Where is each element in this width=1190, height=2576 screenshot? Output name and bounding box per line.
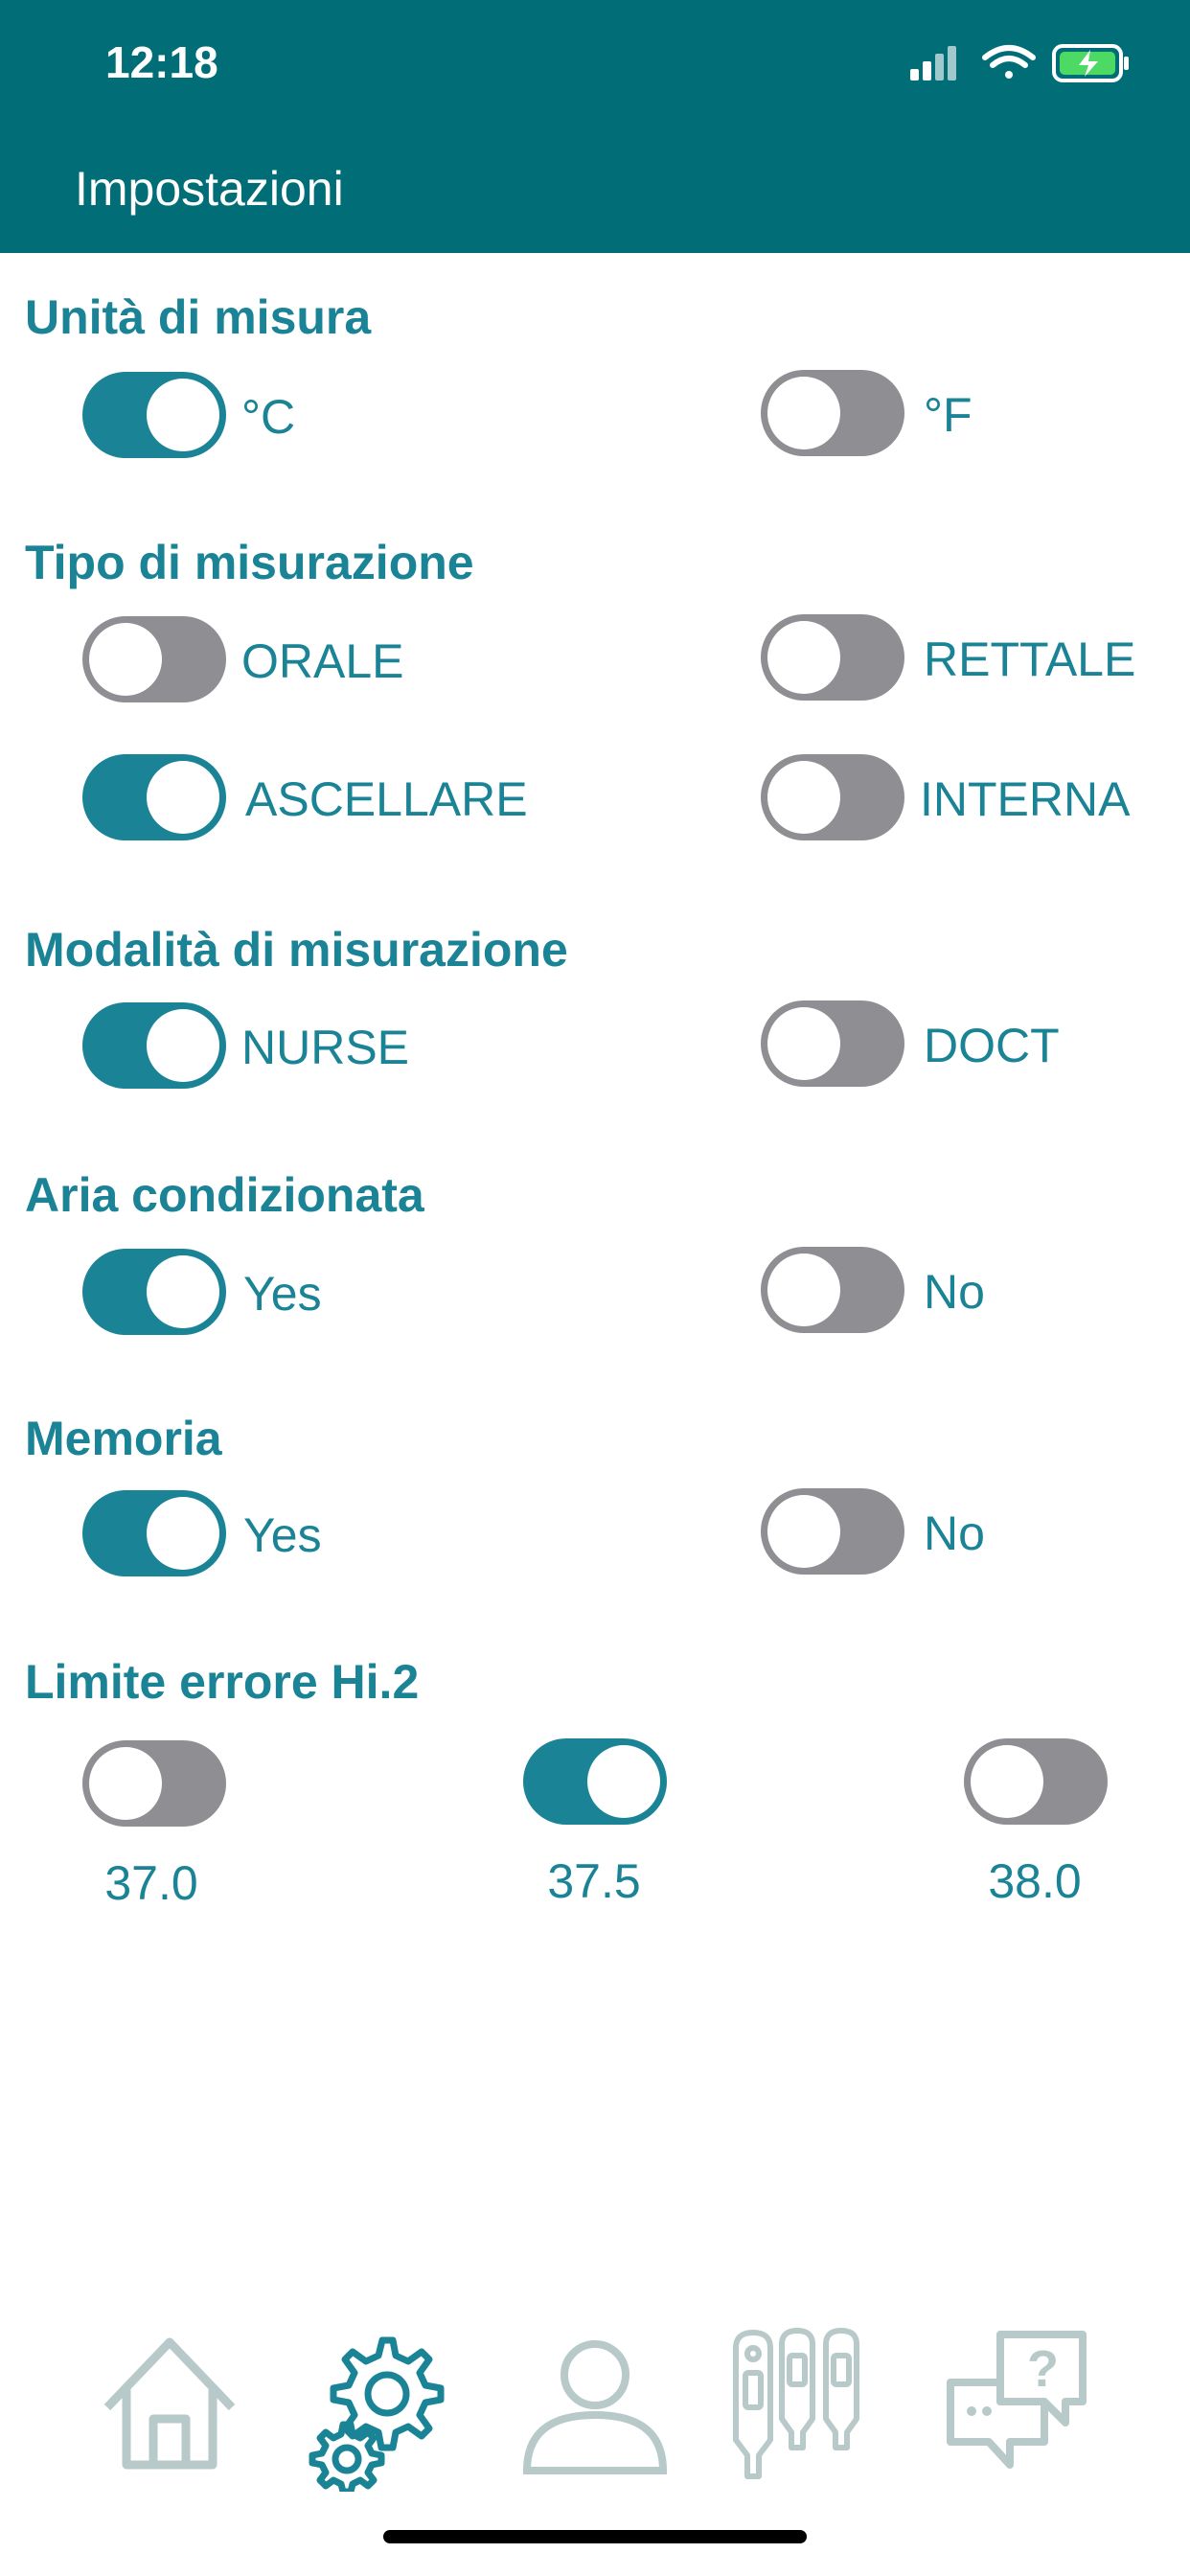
home-icon: [88, 2319, 251, 2492]
tab-home[interactable]: [88, 2319, 251, 2492]
toggle-knob: [147, 379, 219, 451]
label-celsius: °C: [241, 390, 296, 444]
label-ac-no: No: [924, 1265, 985, 1319]
toggle-knob: [767, 1254, 840, 1326]
status-time: 12:18: [105, 37, 218, 87]
page-title: Impostazioni: [75, 162, 344, 216]
label-memory-no: No: [924, 1506, 985, 1560]
label-ac-yes: Yes: [243, 1267, 322, 1321]
gear-icon: [301, 2319, 464, 2492]
tab-thermometers[interactable]: [726, 2319, 889, 2492]
signal-icon: [910, 46, 956, 80]
toggle-knob: [587, 1745, 660, 1818]
section-title-hi-limit: Limite errore Hi.2: [25, 1655, 420, 1709]
label-doct: DOCT: [924, 1019, 1060, 1072]
toggle-celsius[interactable]: [82, 372, 226, 458]
toggle-knob: [89, 1747, 162, 1820]
toggle-hi-37-0[interactable]: [82, 1740, 226, 1827]
toggle-ac-no[interactable]: [761, 1247, 904, 1333]
label-ascellare: ASCELLARE: [245, 772, 528, 826]
toggle-interna[interactable]: [761, 754, 904, 840]
toggle-memory-no[interactable]: [761, 1488, 904, 1575]
label-fahrenheit: °F: [924, 388, 973, 442]
section-title-measure-mode: Modalità di misurazione: [25, 923, 568, 977]
label-hi-37-0: 37.0: [104, 1856, 198, 1910]
chat-help-icon: [939, 2319, 1102, 2492]
battery-icon: [1054, 46, 1129, 80]
top-bar: [0, 0, 1190, 253]
toggle-rettale[interactable]: [761, 614, 904, 701]
toggle-knob: [147, 1009, 219, 1082]
wifi-icon: [985, 48, 1033, 79]
label-hi-38-0: 38.0: [988, 1854, 1082, 1908]
label-hi-37-5: 37.5: [547, 1854, 641, 1908]
toggle-knob: [89, 623, 162, 696]
tab-settings[interactable]: [301, 2319, 464, 2492]
label-nurse: NURSE: [241, 1021, 410, 1074]
section-title-air-conditioning: Aria condizionata: [25, 1168, 424, 1222]
toggle-ascellare[interactable]: [82, 754, 226, 840]
toggle-knob: [767, 377, 840, 449]
toggle-hi-37-5[interactable]: [523, 1738, 667, 1825]
label-orale: ORALE: [241, 634, 404, 688]
toggle-knob: [147, 1255, 219, 1328]
toggle-orale[interactable]: [82, 616, 226, 702]
label-rettale: RETTALE: [924, 632, 1136, 686]
tab-bar: [0, 2319, 1190, 2492]
user-icon: [514, 2319, 676, 2492]
toggle-ac-yes[interactable]: [82, 1249, 226, 1335]
toggle-fahrenheit[interactable]: [761, 370, 904, 456]
toggle-nurse[interactable]: [82, 1002, 226, 1089]
toggle-hi-38-0[interactable]: [964, 1738, 1108, 1825]
label-memory-yes: Yes: [243, 1508, 322, 1562]
label-interna: INTERNA: [920, 772, 1131, 826]
toggle-memory-yes[interactable]: [82, 1490, 226, 1576]
toggle-knob: [971, 1745, 1043, 1818]
status-icons: [910, 42, 1131, 84]
section-title-measure-type: Tipo di misurazione: [25, 536, 474, 589]
tab-profile[interactable]: [514, 2319, 676, 2492]
toggle-knob: [767, 1495, 840, 1568]
toggle-knob: [147, 761, 219, 834]
toggle-knob: [767, 761, 840, 834]
thermometer-icon: [726, 2319, 889, 2492]
svg-text:?: ?: [1027, 2340, 1059, 2398]
toggle-doct[interactable]: [761, 1000, 904, 1087]
section-title-memory: Memoria: [25, 1412, 222, 1465]
tab-help[interactable]: [939, 2319, 1102, 2492]
toggle-knob: [147, 1497, 219, 1570]
home-indicator: [383, 2530, 807, 2543]
toggle-knob: [767, 1007, 840, 1080]
section-title-units: Unità di misura: [25, 290, 372, 344]
toggle-knob: [767, 621, 840, 694]
